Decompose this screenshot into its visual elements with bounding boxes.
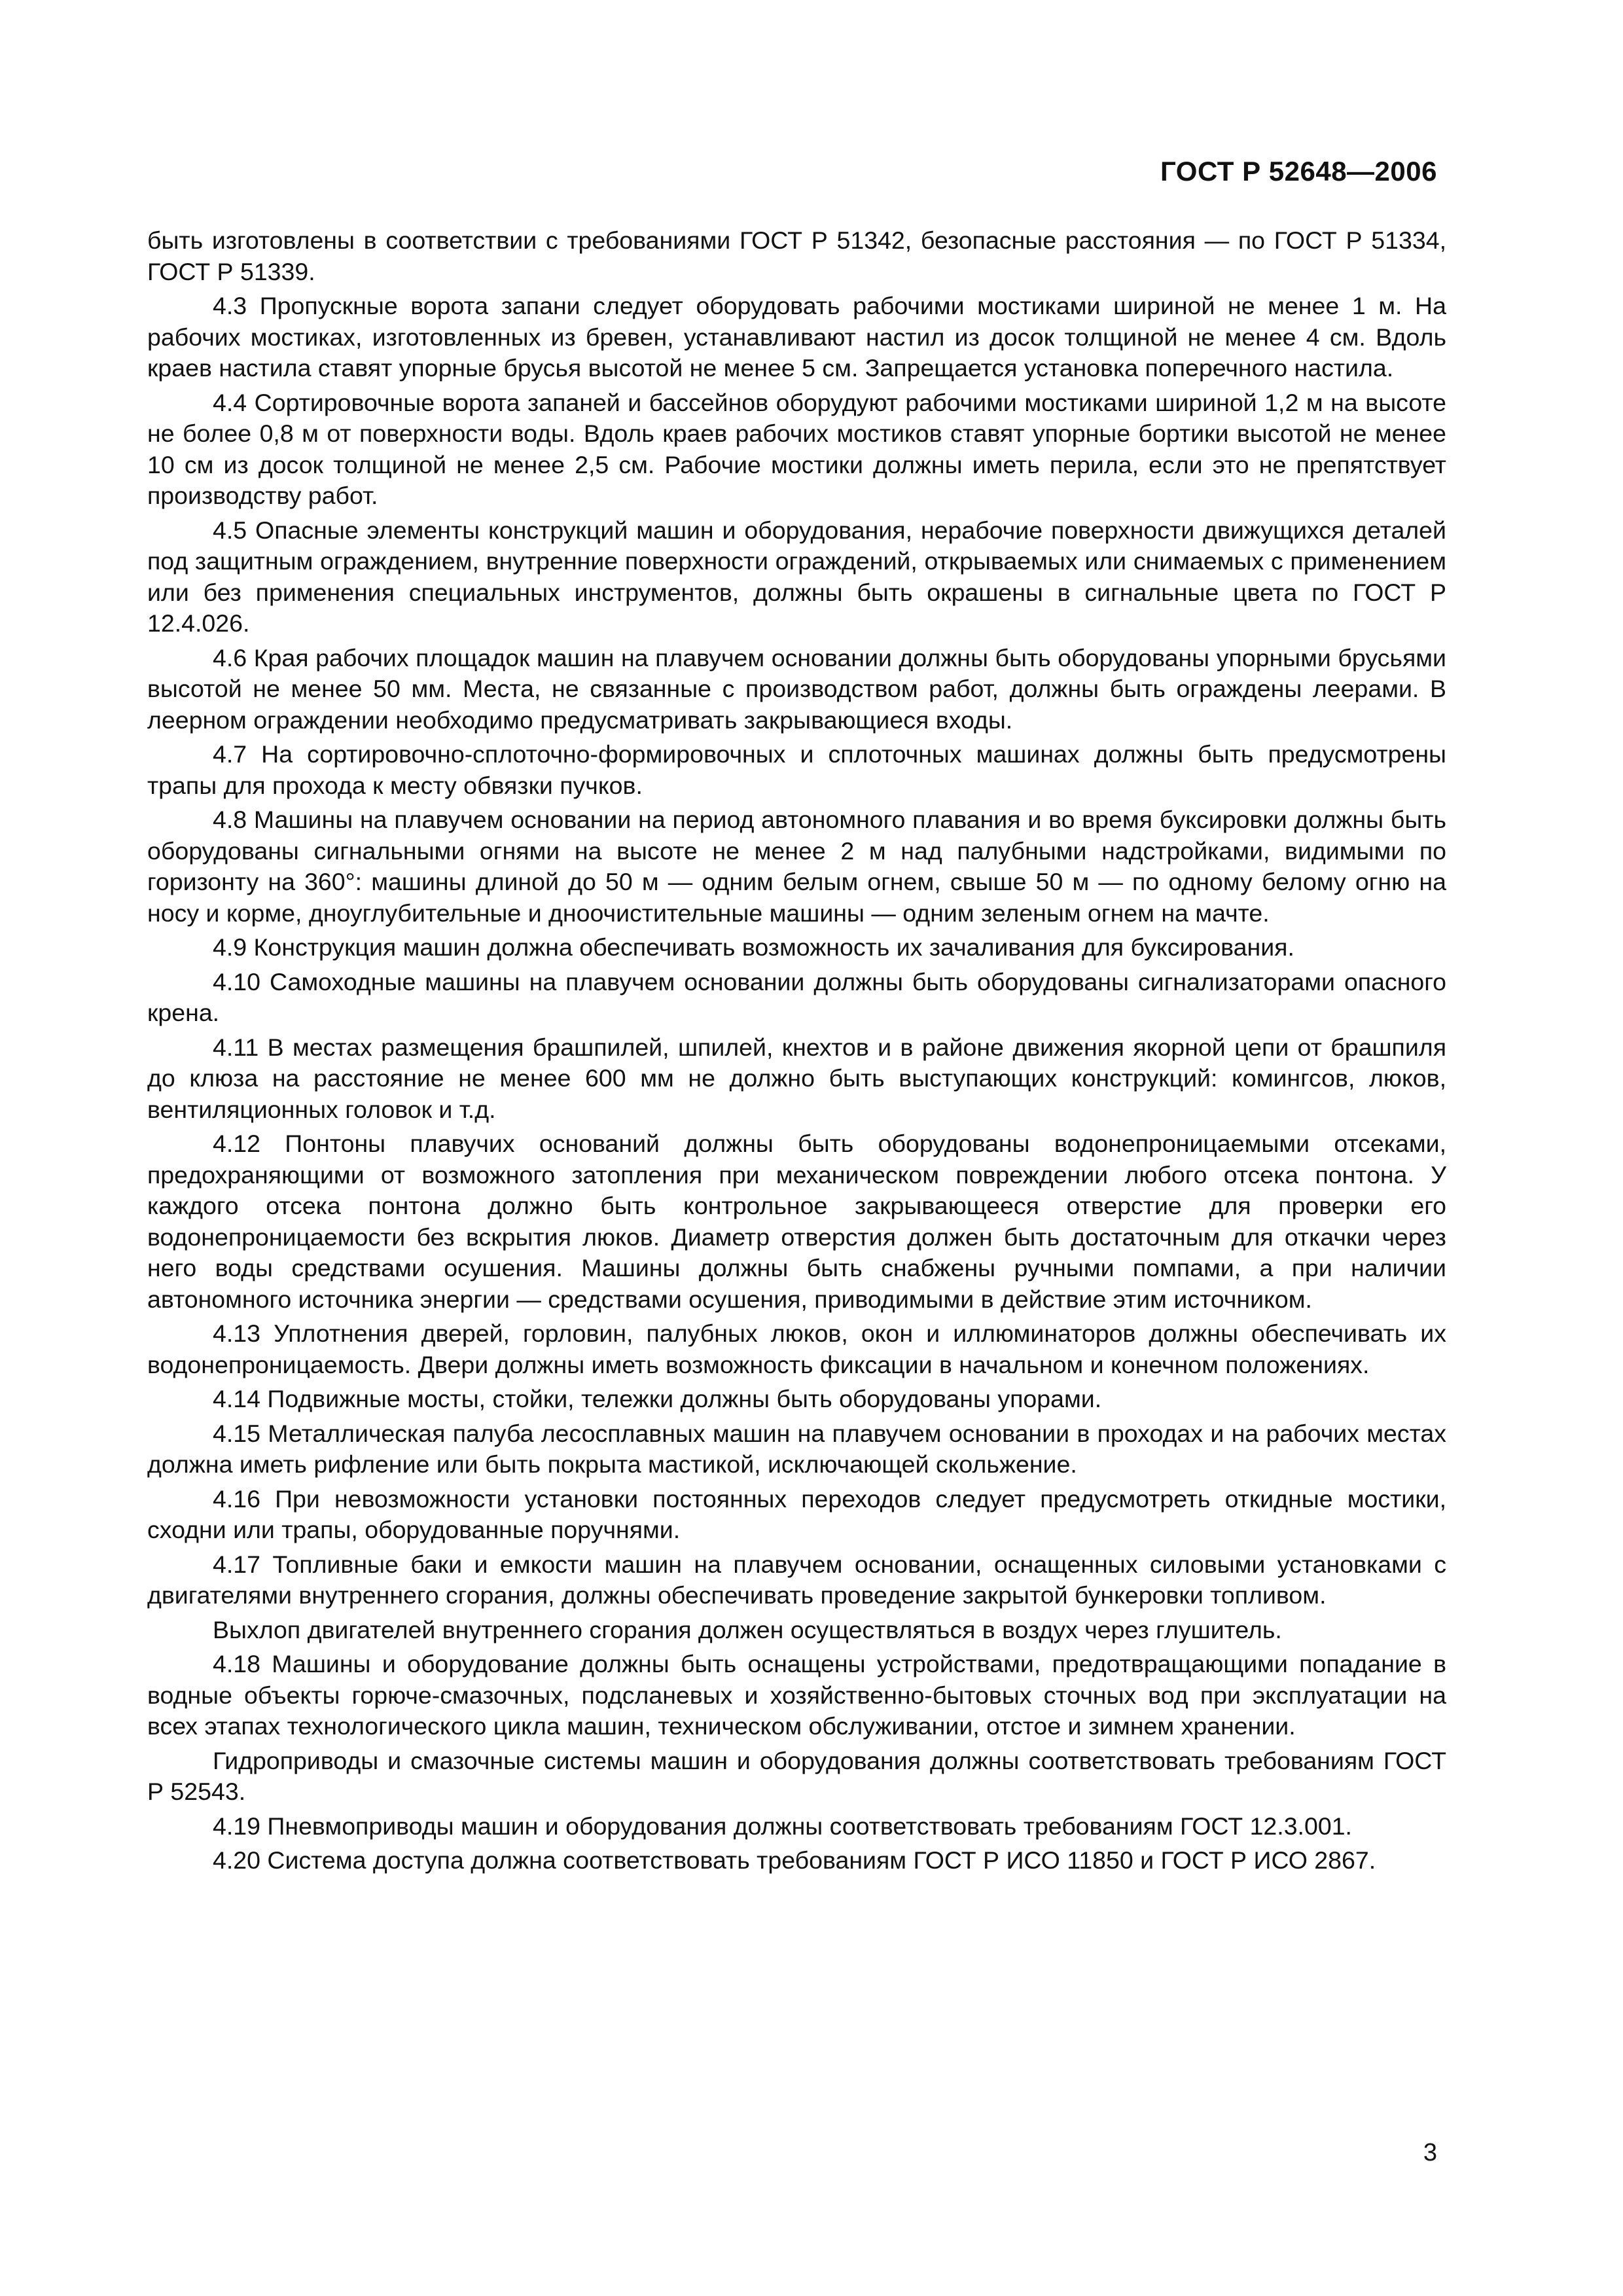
paragraph: 4.4 Сортировочные ворота запаней и бассейнов оборудуют рабочими мостиками шириной 1,2 м на высоте не более 0,8 м от поверхности воды. Вдоль краев рабочих мостиков ставят упорные бортики высотой не менее 10 см из досок толщиной не менее 2,5 см. Рабочие мостики должны иметь перила, если это не препятствует производству работ. bbox=[147, 388, 1446, 509]
paragraph: 4.15 Металлическая палуба лесосплавных машин на плавучем основании в проходах и на рабочих местах должна иметь рифление или быть покрыта мастикой, исключающей скольжение. bbox=[147, 1419, 1446, 1478]
paragraph: 4.19 Пневмоприводы машин и оборудования должны соответствовать требованиям ГОСТ 12.3.001. bbox=[213, 1812, 1352, 1840]
paragraph: 4.12 Понтоны плавучих оснований должны быть оборудованы водонепроницаемыми отсеками, предохраняющими от возможного затопления при механическом повреждении любого отсека понтона. У каждого отсека понтона должно быть контрольное закрывающееся отверстие для проверки его водонепроницаемости без вскрытия люков. Диаметр отверстия должен быть достаточным для откачки через него воды средствами осушения. Машины должны быть снабжены ручными помпами, а при наличии автономного источника энергии — средствами осушения, приводимыми в действие этим источником. bbox=[147, 1130, 1446, 1313]
paragraph: 4.8 Машины на плавучем основании на период автономного плавания и во время буксировки должны быть оборудованы сигнальными огнями на высоте не менее 2 м над палубными надстройками, видимыми по горизонту на 360°: машины длиной до 50 м — одним белым огнем, свыше 50 м — по одному белому огню на носу и корме, дноуглубительные и дноочистительные машины — одним зеленым огнем на мачте. bbox=[147, 806, 1446, 927]
paragraph: 4.16 При невозможности установки постоянных переходов следует предусмотреть откидные мостики, сходни или трапы, оборудованные поручнями. bbox=[147, 1484, 1446, 1543]
paragraph: 4.14 Подвижные мосты, стойки, тележки должны быть оборудованы упорами. bbox=[213, 1385, 1102, 1412]
paragraph: 4.5 Опасные элементы конструкций машин и оборудования, нерабочие поверхности движущихся деталей под защитным ограждением, внутренние поверхности ограждений, открываемых или снимаемых с применением или без применения специальных инструментов, должны быть окрашены в сигнальные цвета по ГОСТ Р 12.4.026. bbox=[147, 516, 1446, 637]
paragraph: быть изготовлены в соответствии с требованиями ГОСТ Р 51342, безопасные расстояния — по ГОСТ Р 51334, ГОСТ Р 51339. bbox=[147, 226, 1446, 285]
paragraph: 4.10 Самоходные машины на плавучем основании должны быть оборудованы сигнализаторами опасного крена. bbox=[147, 967, 1446, 1026]
paragraph: 4.20 Система доступа должна соответствовать требованиям ГОСТ Р ИСО 11850 и ГОСТ Р ИСО 2867. bbox=[213, 1846, 1376, 1874]
paragraph: Выхлоп двигателей внутреннего сгорания должен осуществляться в воздух через глушитель. bbox=[213, 1615, 1282, 1643]
paragraph: 4.9 Конструкция машин должна обеспечивать возможность их зачаливания для буксирования. bbox=[213, 933, 1294, 961]
paragraph: 4.17 Топливные баки и емкости машин на плавучем основании, оснащенных силовыми установками с двигателями внутреннего сгорания, должны обеспечивать проведение закрытой бункеровки топливом. bbox=[147, 1550, 1446, 1609]
paragraph: 4.7 На сортировочно-сплоточно-формировочных и сплоточных машинах должны быть предусмотрены трапы для прохода к месту обвязки пучков. bbox=[147, 740, 1446, 799]
paragraph: 4.6 Края рабочих площадок машин на плавучем основании должны быть оборудованы упорными брусьями высотой не менее 50 мм. Места, не связанные с производством работ, должны быть ограждены леерами. В леерном ограждении необходимо предусматривать закрывающиеся входы. bbox=[147, 643, 1446, 734]
page-number: 3 bbox=[1423, 2139, 1437, 2166]
document-header-id: ГОСТ Р 52648—2006 bbox=[1160, 156, 1437, 187]
paragraph: Гидроприводы и смазочные системы машин и оборудования должны соответствовать требованиям ГОСТ Р 52543. bbox=[147, 1746, 1446, 1805]
paragraph: 4.18 Машины и оборудование должны быть оснащены устройствами, предотвращающими попадание в водные объекты горюче-смазочных, подсланевых и хозяйственно-бытовых сточных вод при эксплуатации на всех этапах технологического цикла машин, техническом обслуживании, отстое и зимнем хранении. bbox=[147, 1650, 1446, 1740]
paragraph: 4.3 Пропускные ворота запани следует оборудовать рабочими мостиками шириной не менее 1 м. На рабочих мостиках, изготовленных из бревен, устанавливают настил из досок толщиной не менее 4 см. Вдоль краев настила ставят упорные брусья высотой не менее 5 см. Запрещается установка поперечного настила. bbox=[147, 292, 1446, 382]
document-body bbox=[147, 225, 1446, 1880]
paragraph: 4.13 Уплотнения дверей, горловин, палубных люков, окон и иллюминаторов должны обеспечивать их водонепроницаемость. Двери должны иметь возможность фиксации в начальном и конечном положениях. bbox=[147, 1319, 1446, 1378]
paragraph: 4.11 В местах размещения брашпилей, шпилей, кнехтов и в районе движения якорной цепи от брашпиля до клюза на расстояние не менее 600 мм не должно быть выступающих конструкций: комингсов, люков, вентиляционных головок и т.д. bbox=[147, 1033, 1446, 1123]
